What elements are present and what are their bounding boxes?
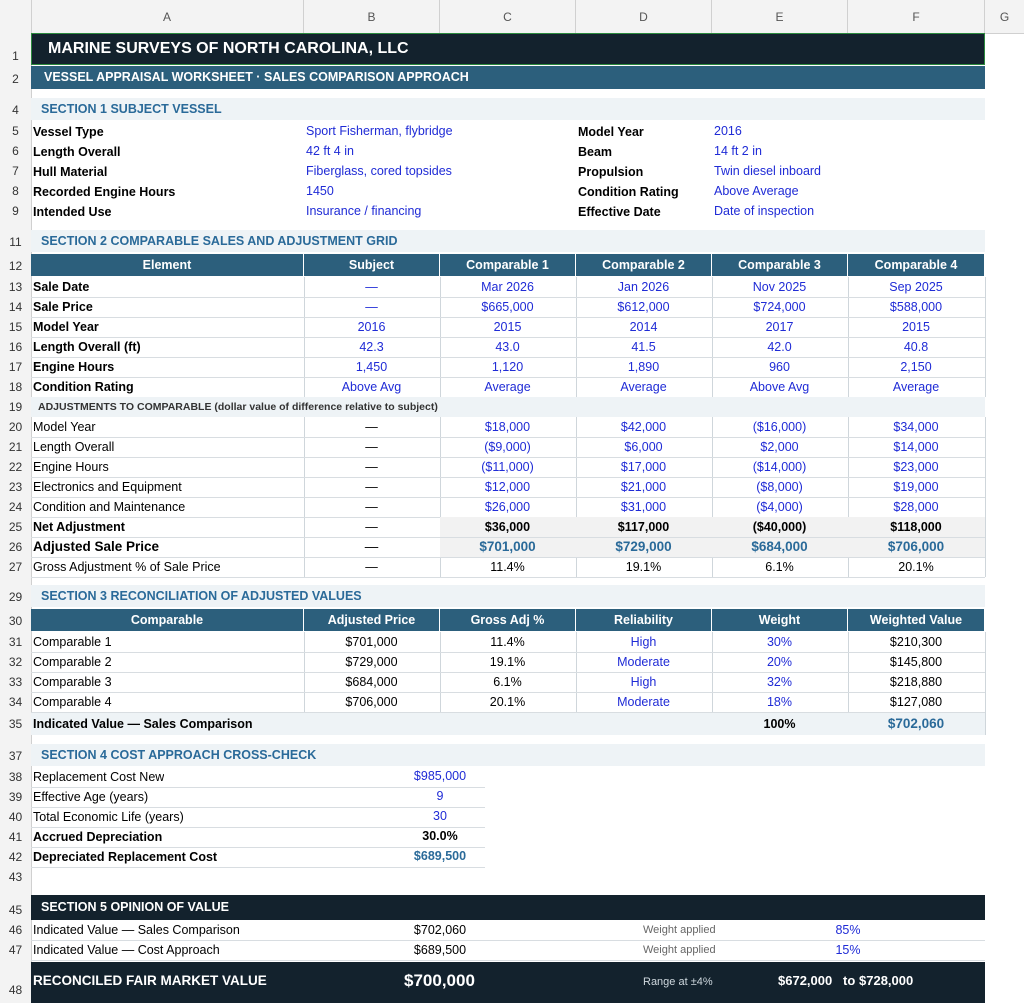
grid-header-cell: Subject (304, 254, 440, 276)
grid-cell[interactable]: 2017 (765, 320, 794, 334)
grid-row-label: Condition Rating (33, 380, 134, 394)
row-header-31[interactable]: 31 (8, 635, 23, 649)
grid-cell[interactable]: — (364, 539, 379, 554)
grid-cell[interactable]: $665,000 (481, 300, 534, 314)
row-divider (31, 960, 985, 961)
reconciliation-cell[interactable]: High (630, 675, 657, 689)
reconciliation-cell[interactable]: 6.1% (493, 675, 522, 689)
grid-cell[interactable]: ($40,000) (752, 520, 807, 534)
cost-label: Accrued Depreciation (33, 830, 163, 844)
reconciliation-header-cell: Reliability (576, 609, 712, 631)
section3-title: SECTION 3 RECONCILIATION OF ADJUSTED VALUES (41, 589, 362, 603)
reconciliation-cell[interactable]: Moderate (617, 655, 670, 669)
reconciliation-total-label: Indicated Value — Sales Comparison (33, 717, 253, 731)
row-header-13[interactable]: 13 (8, 280, 23, 294)
grid-cell[interactable]: $28,000 (893, 500, 939, 514)
opinion-value[interactable]: $702,060 (413, 923, 467, 937)
grid-cell[interactable]: — (365, 440, 378, 454)
subject-label: Condition Rating (578, 185, 679, 199)
row-header-32[interactable]: 32 (8, 655, 23, 669)
grid-cell[interactable]: — (365, 420, 378, 434)
row-header-35[interactable]: 35 (8, 717, 23, 731)
grid-divider (985, 417, 986, 577)
grid-cell[interactable]: 2,150 (900, 360, 932, 374)
grid-divider (985, 277, 986, 397)
row-header-45[interactable]: 45 (8, 903, 23, 917)
grid-row-label: Length Overall (33, 440, 115, 454)
column-header-d[interactable]: D (576, 0, 712, 33)
grid-cell[interactable]: 11.4% (490, 560, 525, 574)
reconciliation-row-label: Comparable 2 (33, 655, 112, 669)
grid-header-cell: Comparable 3 (712, 254, 848, 276)
subject-label: Intended Use (33, 205, 112, 219)
reconciliation-cell[interactable]: 20% (766, 655, 793, 669)
grid-row-label: Engine Hours (33, 460, 109, 474)
row-header-9[interactable]: 9 (12, 204, 19, 218)
grid-cell[interactable]: 42.3 (359, 340, 384, 354)
grid-cell[interactable]: $706,000 (887, 539, 945, 554)
grid-cell[interactable]: Average (620, 380, 667, 394)
cost-value[interactable]: 30.0% (422, 829, 458, 843)
reconciliation-header-cell: Gross Adj % (440, 609, 576, 631)
grid-cell[interactable]: ($16,000) (752, 420, 807, 434)
grid-cell[interactable]: — (365, 480, 378, 494)
subject-value[interactable]: 1450 (306, 184, 334, 198)
subject-value[interactable]: Sport Fisherman, flybridge (306, 124, 453, 138)
column-header-a[interactable]: A (31, 0, 304, 33)
row-header-30[interactable]: 30 (8, 614, 23, 628)
grid-cell[interactable]: $26,000 (484, 500, 531, 514)
row-header-6[interactable]: 6 (12, 144, 19, 158)
row-header-40[interactable]: 40 (8, 810, 23, 824)
grid-cell[interactable]: ($9,000) (484, 440, 531, 454)
grid-cell[interactable]: 20.1% (898, 560, 934, 574)
grid-cell[interactable]: $588,000 (889, 300, 943, 314)
reconciliation-total-weight[interactable]: 100% (763, 717, 796, 731)
row-header-38[interactable]: 38 (8, 770, 23, 784)
grid-cell[interactable]: $12,000 (484, 480, 531, 494)
row-header-14[interactable]: 14 (8, 300, 23, 314)
grid-cell[interactable]: 2014 (629, 320, 658, 334)
grid-header-cell: Comparable 1 (440, 254, 576, 276)
grid-cell[interactable]: $724,000 (753, 300, 806, 314)
grid-header-cell: Comparable 4 (848, 254, 985, 276)
section1-title: SECTION 1 SUBJECT VESSEL (41, 102, 222, 116)
reconciliation-cell[interactable]: $706,000 (345, 695, 398, 709)
grid-cell[interactable]: ($14,000) (752, 460, 807, 474)
grid-cell[interactable]: Above Avg (749, 380, 810, 394)
reconciliation-cell[interactable]: 11.4% (490, 635, 525, 649)
subject-value[interactable]: Above Average (714, 184, 799, 198)
column-header-e[interactable]: E (712, 0, 848, 33)
grid-cell[interactable]: — (365, 560, 378, 574)
cost-label: Total Economic Life (years) (33, 810, 184, 824)
grid-row-label: Condition and Maintenance (33, 500, 186, 514)
grid-row-label: Gross Adjustment % of Sale Price (33, 560, 221, 574)
grid-cell[interactable]: $729,000 (615, 539, 672, 554)
row-header-8[interactable]: 8 (12, 184, 19, 198)
row-header-33[interactable]: 33 (8, 675, 23, 689)
subject-value[interactable]: Fiberglass, cored topsides (306, 164, 452, 178)
grid-cell[interactable]: Sep 2025 (889, 280, 943, 294)
grid-divider (985, 632, 986, 735)
row-header-39[interactable]: 39 (8, 790, 23, 804)
select-all-corner[interactable] (0, 0, 32, 33)
range-to: to (843, 973, 856, 988)
grid-row-label: Sale Price (33, 300, 93, 314)
reconciliation-header-cell: Adjusted Price (304, 609, 440, 631)
grid-cell[interactable]: $21,000 (620, 480, 667, 494)
grid-cell[interactable]: 19.1% (625, 560, 662, 574)
subject-value[interactable]: Twin diesel inboard (714, 164, 822, 178)
reconciliation-cell[interactable]: $210,300 (889, 635, 943, 649)
cost-label: Replacement Cost New (33, 770, 165, 784)
reconciliation-cell[interactable]: 20.1% (489, 695, 526, 709)
grid-cell[interactable]: — (365, 280, 378, 294)
grid-header-cell: Element (31, 254, 304, 276)
row-header-23[interactable]: 23 (8, 480, 23, 494)
grid-cell[interactable]: $31,000 (620, 500, 667, 514)
grid-cell[interactable]: $2,000 (760, 440, 799, 454)
grid-cell[interactable]: $14,000 (893, 440, 939, 454)
row-header-43[interactable]: 43 (8, 870, 23, 884)
cost-label: Effective Age (years) (33, 790, 149, 804)
final-value-amount: $700,000 (404, 971, 475, 990)
grid-cell[interactable]: ($8,000) (756, 480, 803, 494)
grid-row-label: Model Year (33, 420, 96, 434)
grid-cell[interactable]: Above Avg (341, 380, 402, 394)
column-header-c[interactable]: C (440, 0, 576, 33)
row-header-25[interactable]: 25 (8, 520, 23, 534)
row-header-11[interactable]: 11 (9, 235, 22, 249)
row-header-24[interactable]: 24 (8, 500, 23, 514)
grid-row-label: Electronics and Equipment (33, 480, 182, 494)
reconciliation-row-label: Comparable 1 (33, 635, 112, 649)
grid-cell[interactable]: 6.1% (765, 560, 794, 574)
column-header-b[interactable]: B (304, 0, 440, 33)
grid-cell[interactable]: 1,120 (491, 360, 524, 374)
reconciliation-cell[interactable]: $127,080 (889, 695, 943, 709)
row-divider (31, 577, 985, 578)
grid-row-label: Length Overall (ft) (33, 340, 141, 354)
row-header-21[interactable]: 21 (8, 440, 23, 454)
row-header-20[interactable]: 20 (8, 420, 23, 434)
row-header-5[interactable]: 5 (12, 124, 19, 138)
reconciliation-cell[interactable]: $218,880 (889, 675, 943, 689)
grid-cell[interactable]: — (365, 520, 378, 534)
row-header-2[interactable]: 2 (12, 72, 19, 86)
subject-value[interactable]: 14 ft 2 in (714, 144, 762, 158)
reconciliation-header-cell: Comparable (31, 609, 304, 631)
row-divider (31, 867, 485, 868)
reconciliation-cell[interactable]: 19.1% (489, 655, 526, 669)
reconciliation-cell[interactable]: $684,000 (345, 675, 398, 689)
reconciliation-row-label: Comparable 4 (33, 695, 112, 709)
grid-cell[interactable]: $23,000 (893, 460, 939, 474)
row-header-42[interactable]: 42 (8, 850, 23, 864)
row-header-48[interactable]: 48 (8, 983, 23, 997)
row-header-15[interactable]: 15 (8, 320, 23, 334)
column-header-bar (0, 0, 1024, 34)
opinion-label: Indicated Value — Sales Comparison (33, 923, 240, 937)
row-header-19[interactable]: 19 (8, 400, 23, 414)
adjustments-title: ADJUSTMENTS TO COMPARABLE (dollar value of difference relative to subject) (38, 401, 438, 413)
row-header-22[interactable]: 22 (8, 460, 23, 474)
subject-value[interactable]: 2016 (714, 124, 742, 138)
row-header-34[interactable]: 34 (8, 695, 23, 709)
subject-label: Hull Material (33, 165, 108, 179)
subject-value[interactable]: Date of inspection (714, 204, 815, 218)
reconciliation-cell[interactable]: 32% (766, 675, 793, 689)
row-header-29[interactable]: 29 (8, 590, 23, 604)
grid-cell[interactable]: 2016 (357, 320, 386, 334)
subject-value[interactable]: 42 ft 4 in (306, 144, 354, 158)
cost-value[interactable]: 9 (436, 789, 444, 803)
opinion-weight[interactable]: 85% (835, 923, 861, 937)
reconciliation-cell[interactable]: High (630, 635, 657, 649)
grid-cell[interactable]: $612,000 (617, 300, 670, 314)
grid-cell[interactable]: $18,000 (484, 420, 531, 434)
section2-title: SECTION 2 COMPARABLE SALES AND ADJUSTMENT GRID (41, 234, 398, 248)
grid-cell[interactable]: 1,450 (355, 360, 388, 374)
cost-label: Depreciated Replacement Cost (33, 850, 218, 864)
grid-cell[interactable]: Nov 2025 (752, 280, 807, 294)
row-header-4[interactable]: 4 (12, 103, 19, 117)
row-header-1[interactable]: 1 (12, 49, 19, 63)
section5-title: SECTION 5 OPINION OF VALUE (41, 900, 229, 914)
grid-cell[interactable]: $118,000 (890, 520, 942, 534)
reconciliation-cell[interactable]: $701,000 (345, 635, 398, 649)
cost-value[interactable]: $985,000 (413, 769, 467, 783)
range-label: Range at ±4% (643, 976, 713, 988)
reconciliation-header-cell: Weighted Value (848, 609, 985, 631)
grid-header-cell: Comparable 2 (576, 254, 712, 276)
subject-label: Beam (578, 145, 613, 159)
reconciliation-cell[interactable]: $729,000 (345, 655, 398, 669)
range-low: $672,000 (778, 973, 833, 988)
grid-cell[interactable]: Average (892, 380, 940, 394)
grid-row-label: Model Year (33, 320, 99, 334)
grid-cell[interactable]: $34,000 (893, 420, 939, 434)
grid-cell[interactable]: — (365, 500, 378, 514)
weight-applied-label: Weight applied (643, 924, 716, 936)
row-header-12[interactable]: 12 (8, 259, 23, 273)
reconciliation-total-value[interactable]: $702,060 (887, 716, 945, 731)
subject-label: Recorded Engine Hours (33, 185, 176, 199)
grid-cell[interactable]: $117,000 (617, 520, 670, 534)
grid-cell[interactable]: Jan 2026 (617, 280, 670, 294)
grid-cell[interactable]: $17,000 (620, 460, 667, 474)
reconciliation-header-cell: Weight (712, 609, 848, 631)
grid-cell[interactable]: 43.0 (495, 340, 520, 354)
grid-cell[interactable]: ($4,000) (756, 500, 803, 514)
grid-cell[interactable]: — (365, 300, 378, 314)
opinion-weight[interactable]: 15% (835, 943, 861, 957)
grid-cell[interactable]: 2015 (902, 320, 930, 334)
final-value-label: RECONCILED FAIR MARKET VALUE (33, 973, 267, 988)
row-header-47[interactable]: 47 (8, 943, 23, 957)
grid-cell[interactable]: Average (484, 380, 531, 394)
section4-title: SECTION 4 COST APPROACH CROSS-CHECK (41, 748, 317, 762)
row-header-27[interactable]: 27 (8, 560, 23, 574)
subject-value[interactable]: Insurance / financing (306, 204, 422, 218)
row-header-46[interactable]: 46 (8, 923, 23, 937)
row-header-18[interactable]: 18 (8, 380, 23, 394)
row-header-26[interactable]: 26 (8, 540, 23, 554)
range-high: $728,000 (859, 973, 914, 988)
report-subtitle: VESSEL APPRAISAL WORKSHEET · SALES COMPARISON APPROACH (44, 70, 469, 84)
grid-row-label: Engine Hours (33, 360, 115, 374)
grid-cell[interactable]: Mar 2026 (481, 280, 534, 294)
grid-cell[interactable]: $6,000 (624, 440, 663, 454)
opinion-label: Indicated Value — Cost Approach (33, 943, 220, 957)
column-header-g[interactable]: G (999, 10, 1010, 24)
grid-cell[interactable]: 2015 (493, 320, 522, 334)
reconciliation-cell[interactable]: 30% (766, 635, 793, 649)
grid-cell[interactable]: 1,890 (627, 360, 660, 374)
grid-cell[interactable]: 42.0 (767, 340, 792, 354)
grid-cell[interactable]: $684,000 (751, 539, 808, 554)
row-header-17[interactable]: 17 (8, 360, 23, 374)
subject-label: Effective Date (578, 205, 661, 219)
grid-cell[interactable]: $36,000 (484, 520, 531, 534)
row-header-37[interactable]: 37 (8, 749, 23, 763)
row-header-16[interactable]: 16 (8, 340, 23, 354)
report-title: MARINE SURVEYS OF NORTH CAROLINA, LLC (48, 40, 409, 57)
grid-cell[interactable]: $42,000 (620, 420, 667, 434)
subject-label: Length Overall (33, 145, 121, 159)
grid-cell[interactable]: $701,000 (479, 539, 536, 554)
cost-value[interactable]: 30 (433, 809, 447, 823)
grid-row-label: Net Adjustment (33, 520, 125, 534)
grid-row-label: Sale Date (33, 280, 90, 294)
reconciliation-cell[interactable]: 18% (766, 695, 793, 709)
subject-label: Propulsion (578, 165, 644, 179)
opinion-value[interactable]: $689,500 (413, 943, 467, 957)
reconciliation-cell[interactable]: $145,800 (889, 655, 943, 669)
reconciliation-row-label: Comparable 3 (33, 675, 112, 689)
reconciliation-cell[interactable]: Moderate (617, 695, 670, 709)
weight-applied-label: Weight applied (643, 944, 716, 956)
column-header-f[interactable]: F (848, 0, 985, 33)
grid-cell[interactable]: 40.8 (903, 340, 929, 354)
row-header-7[interactable]: 7 (12, 164, 19, 178)
grid-cell[interactable]: $19,000 (893, 480, 939, 494)
row-header-41[interactable]: 41 (8, 830, 23, 844)
subject-label: Vessel Type (33, 125, 104, 139)
subject-label: Model Year (578, 125, 644, 139)
cost-value[interactable]: $689,500 (413, 849, 467, 863)
grid-cell[interactable]: 960 (769, 360, 790, 374)
grid-cell[interactable]: — (365, 460, 378, 474)
grid-cell[interactable]: 41.5 (631, 340, 656, 354)
grid-cell[interactable]: ($11,000) (481, 460, 534, 474)
grid-row-label: Adjusted Sale Price (33, 539, 160, 554)
